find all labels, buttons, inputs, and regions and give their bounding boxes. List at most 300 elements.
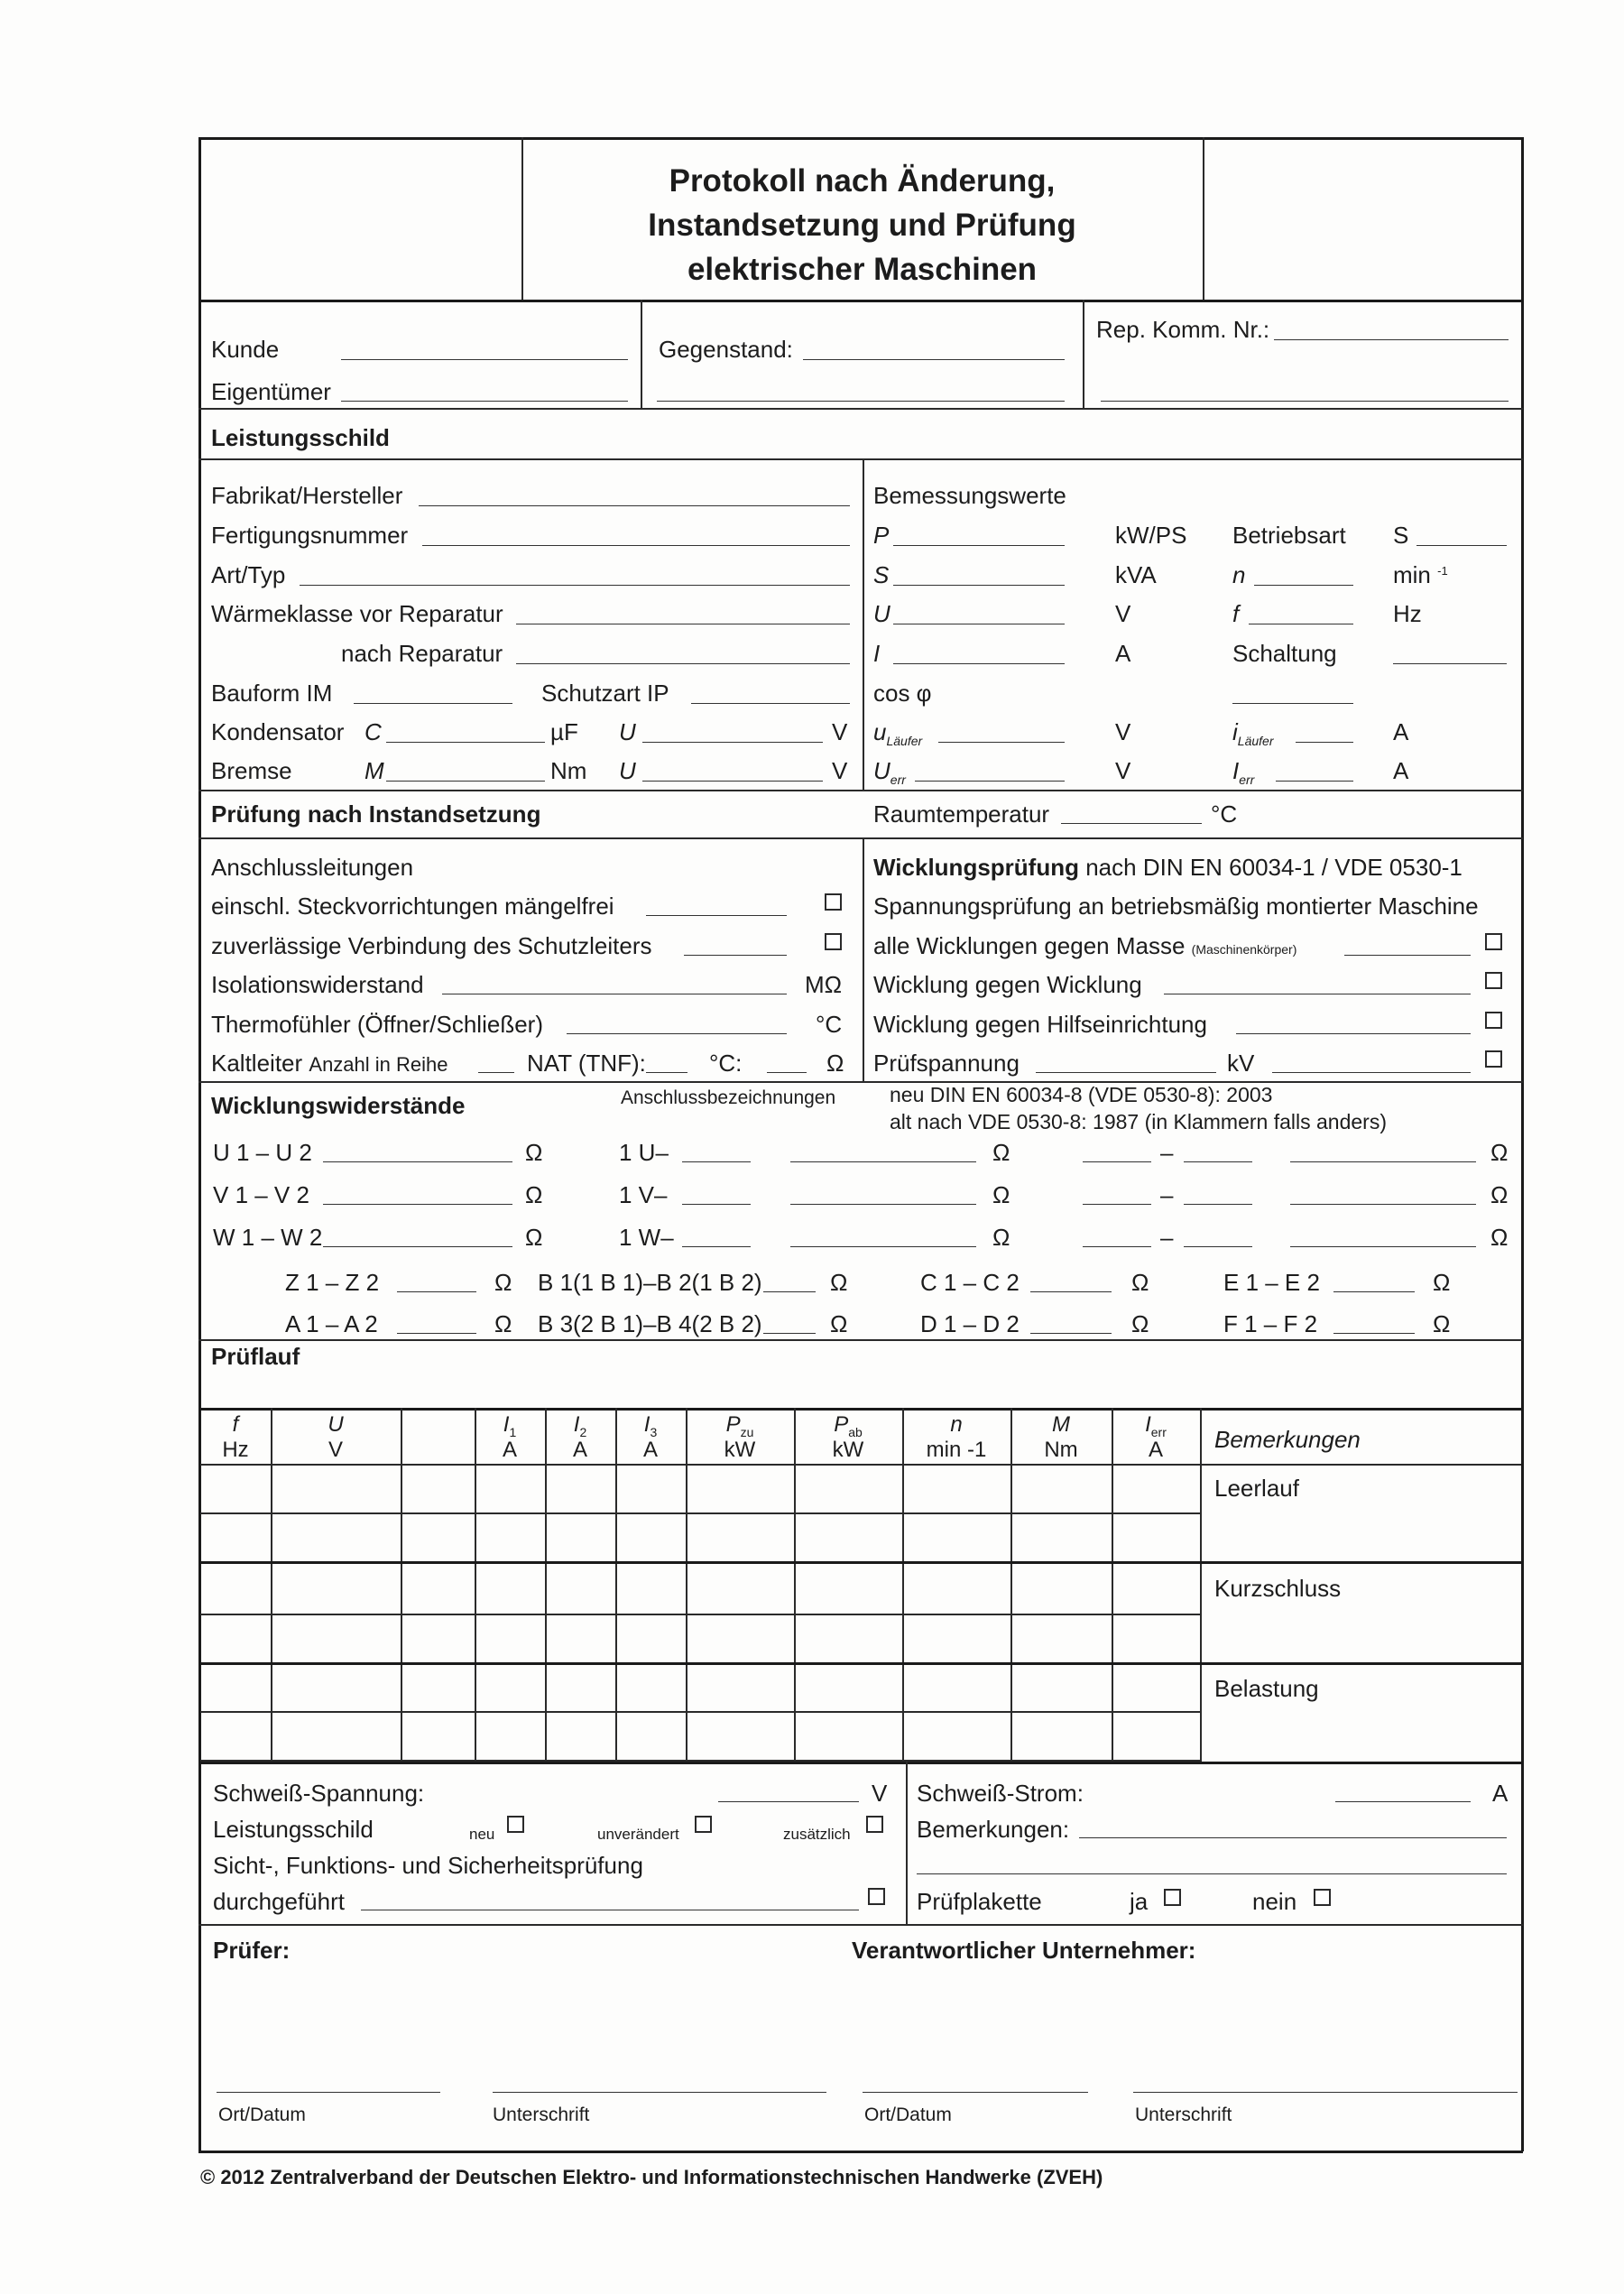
test-col-symbol: U (328, 1412, 344, 1437)
test-cell[interactable] (272, 1514, 399, 1559)
res-row-2-field[interactable] (323, 1204, 512, 1205)
test-cell[interactable] (547, 1664, 614, 1709)
unternehmer-ort-field[interactable] (863, 2092, 1088, 2093)
raumtemp-unit: °C (1211, 800, 1238, 828)
test-cell[interactable] (402, 1466, 473, 1511)
i-laeufer-label: $i_{Läufer}$ (1232, 718, 1274, 748)
gegenstand-field[interactable] (803, 359, 1065, 360)
test-cell[interactable] (1012, 1615, 1110, 1660)
test-cell[interactable] (272, 1713, 399, 1758)
anschluss-label: Anschlussbezeichnungen (621, 1087, 836, 1108)
unternehmer-unterschrift-label: Unterschrift (1135, 2104, 1232, 2125)
res-row-2-ohm-3: Ω (1490, 1181, 1509, 1208)
test-cell[interactable] (202, 1563, 269, 1612)
resistance-heading: Wicklungswiderstände (211, 1092, 466, 1119)
unternehmer-signature-field[interactable] (1133, 2092, 1518, 2093)
res-extra-1-a-ohm: Ω (494, 1269, 512, 1296)
test-cell[interactable] (904, 1563, 1009, 1612)
eigentuemer-field[interactable] (341, 401, 628, 402)
res-row-1-terminal: 1 U– (619, 1139, 669, 1166)
res-row-1-ohm-2: Ω (992, 1139, 1010, 1166)
schutzart-field[interactable] (691, 703, 850, 704)
res-row-1-alt-field[interactable] (1083, 1161, 1151, 1162)
n-symbol: n (1232, 561, 1246, 588)
unveraendert-checkbox[interactable] (695, 1816, 712, 1833)
test-cell[interactable] (1113, 1514, 1198, 1559)
i-err-field[interactable] (1276, 781, 1353, 782)
masse-field[interactable] (1344, 955, 1471, 956)
test-col-unit: A (572, 1438, 587, 1462)
zusaetzlich-label: zusätzlich (783, 1826, 851, 1843)
schaltung-field[interactable] (1393, 663, 1507, 664)
kunde-field[interactable] (341, 359, 628, 360)
kv-unit: kV (1227, 1050, 1255, 1077)
norm-new: neu DIN EN 60034-8 (VDE 0530-8): 2003 (890, 1083, 1273, 1106)
schutzart-label: Schutzart IP (541, 680, 669, 707)
kondensator-label: Kondensator (211, 718, 345, 745)
unveraendert-label: unverändert (597, 1826, 679, 1843)
betriebsart-field[interactable] (1416, 545, 1507, 546)
test-cell[interactable] (1012, 1713, 1110, 1758)
page-title: Protokoll nach Änderung, Instandsetzung und Prüfung elektrischer Maschinen (648, 163, 1076, 287)
sicht-label: Sicht-, Funktions- und Sicherheitsprüfung (213, 1852, 643, 1879)
test-cell[interactable] (687, 1514, 792, 1559)
test-col-symbol: I (573, 1412, 580, 1437)
u-symbol: U (873, 600, 890, 627)
bemerkungen-label: Bemerkungen: (917, 1816, 1070, 1843)
res-extra-2-d-ohm: Ω (1433, 1310, 1451, 1337)
norm-old: alt nach VDE 0530-8: 1987 (in Klammern falls anders) (890, 1110, 1388, 1133)
test-cell[interactable] (796, 1713, 900, 1758)
res-extra-2-b: B 3(2 B 1)–B 4(2 B 2) (538, 1310, 762, 1337)
i-err-unit: A (1393, 757, 1409, 784)
res-row-2-terminal-field[interactable] (682, 1204, 751, 1205)
test-cell[interactable] (904, 1713, 1009, 1758)
leerlauf-label: Leerlauf (1214, 1475, 1299, 1502)
test-cell[interactable] (904, 1664, 1009, 1709)
test-cell[interactable] (687, 1615, 792, 1660)
test-cell[interactable] (904, 1615, 1009, 1660)
test-col-unit: Hz (222, 1438, 249, 1462)
u-laeufer-unit: V (1115, 718, 1131, 745)
pruefer-unterschrift-label: Unterschrift (493, 2104, 590, 2125)
durchgefuehrt-label: durchgeführt (213, 1888, 345, 1915)
kondensator-v-unit: V (832, 718, 848, 745)
betriebsart-label: Betriebsart (1232, 522, 1346, 549)
i-field[interactable] (893, 663, 1065, 664)
test-cell[interactable] (476, 1713, 543, 1758)
raumtemp-field[interactable] (1061, 823, 1202, 824)
pruefspannung-checkbox[interactable] (1485, 1050, 1502, 1068)
kaltleiter-ohm-unit: Ω (826, 1050, 844, 1077)
res-extra-1-b-field[interactable] (763, 1291, 816, 1292)
res-row-1-value-field[interactable] (790, 1161, 976, 1162)
res-extra-2-d-field[interactable] (1333, 1333, 1415, 1334)
res-row-3-terminal-field[interactable] (682, 1246, 751, 1247)
nameplate-heading: Leistungsschild (211, 424, 390, 451)
res-row-3-label: W 1 – W 2 (213, 1224, 323, 1251)
res-row-1-dash: – (1160, 1139, 1174, 1166)
test-col-header (615, 1413, 686, 1462)
test-col-symbol: I (503, 1412, 510, 1437)
test-col-subscript: 2 (579, 1425, 587, 1439)
test-cell[interactable] (1012, 1514, 1110, 1559)
gegenstand-field-2[interactable] (657, 401, 1065, 402)
nm-unit: Nm (550, 757, 587, 784)
res-extra-1-b-ohm: Ω (830, 1269, 848, 1296)
test-col-header (1112, 1413, 1200, 1462)
test-cell[interactable] (617, 1466, 684, 1511)
res-row-3-ohm-2: Ω (992, 1224, 1010, 1251)
kaltleiter-c-label: °C: (709, 1050, 743, 1077)
test-col-unit: V (328, 1438, 343, 1462)
res-row-2-dash: – (1160, 1181, 1174, 1208)
p-symbol: P (873, 522, 890, 549)
res-row-2-value-field[interactable] (790, 1204, 976, 1205)
bremse-m-field[interactable] (386, 781, 545, 782)
masse-label: alle Wicklungen gegen Masse (Maschinenkörper) (873, 932, 1297, 959)
neu-label: neu (469, 1826, 495, 1843)
ja-label: ja (1130, 1888, 1149, 1915)
min-unit: min $^{-1}$ (1393, 561, 1448, 588)
res-extra-2-a-field[interactable] (397, 1333, 476, 1334)
res-extra-1-d-field[interactable] (1333, 1291, 1415, 1292)
test-cell[interactable] (202, 1615, 269, 1660)
test-col-unit: min -1 (926, 1438, 987, 1462)
kunde-label: Kunde (211, 336, 280, 363)
nat-label: NAT (TNF): (527, 1050, 646, 1077)
test-col-symbol: M (1052, 1412, 1070, 1437)
unternehmer-ort-label: Ort/Datum (864, 2104, 952, 2125)
test-cell[interactable] (402, 1514, 473, 1559)
test-cell[interactable] (547, 1615, 614, 1660)
test-cell[interactable] (402, 1664, 473, 1709)
wick-heading: Wicklungsprüfung nach DIN EN 60034-1 / VDE 0530-1 (873, 854, 1463, 881)
res-row-3-alt-field-2[interactable] (1184, 1246, 1252, 1247)
test-cell[interactable] (547, 1563, 614, 1612)
test-col-header (1010, 1413, 1112, 1462)
test-cell[interactable] (904, 1514, 1009, 1559)
anzahl-field[interactable] (478, 1072, 514, 1073)
test-col-unit: A (502, 1438, 517, 1462)
res-row-2-alt-field[interactable] (1083, 1204, 1151, 1205)
res-extra-1-a-field[interactable] (397, 1291, 476, 1292)
test-cell[interactable] (547, 1466, 614, 1511)
neu-checkbox[interactable] (507, 1816, 524, 1833)
test-col-unit: A (1148, 1438, 1163, 1462)
test-cell[interactable] (202, 1466, 269, 1511)
test-cell[interactable] (1012, 1664, 1110, 1709)
res-extra-1-b: B 1(1 B 1)–B 2(1 B 2) (538, 1269, 762, 1296)
res-extra-1-d: E 1 – E 2 (1223, 1269, 1320, 1296)
test-cell[interactable] (796, 1514, 900, 1559)
res-extra-1-c-field[interactable] (1030, 1291, 1112, 1292)
pruefer-ort-field[interactable] (217, 2092, 440, 2093)
schweiss-strom-unit: A (1492, 1780, 1509, 1807)
res-row-1-field[interactable] (323, 1161, 512, 1162)
i-laeufer-field[interactable] (1296, 742, 1353, 743)
test-cell[interactable] (402, 1713, 473, 1758)
test-col-header (902, 1413, 1010, 1462)
kva-unit: kVA (1115, 561, 1157, 588)
res-extra-2-c-ohm: Ω (1131, 1310, 1149, 1337)
rep-nr-label: Rep. Komm. Nr.: (1096, 316, 1270, 343)
s-field[interactable] (893, 585, 1065, 586)
leistungsschild-label: Leistungsschild (213, 1816, 374, 1843)
belastung-label: Belastung (1214, 1675, 1319, 1702)
res-extra-1-c-ohm: Ω (1131, 1269, 1149, 1296)
bemerkungen-header: Bemerkungen (1214, 1426, 1361, 1453)
plakette-label: Prüfplakette (917, 1888, 1042, 1915)
isolation-label: Isolationswiderstand (211, 971, 424, 998)
zusaetzlich-checkbox[interactable] (866, 1816, 883, 1833)
fertigung-field[interactable] (422, 545, 850, 546)
wick-wick-label: Wicklung gegen Wicklung (873, 971, 1142, 998)
test-cell[interactable] (617, 1664, 684, 1709)
kaltleiter-label: Kaltleiter Anzahl in Reihe (211, 1050, 448, 1077)
test-cell[interactable] (476, 1514, 543, 1559)
res-extra-2-a-ohm: Ω (494, 1310, 512, 1337)
test-cell[interactable] (202, 1664, 269, 1709)
test-cell[interactable] (687, 1664, 792, 1709)
a-unit: A (1115, 640, 1131, 667)
test-col-header (475, 1413, 545, 1462)
test-cell[interactable] (402, 1563, 473, 1612)
res-row-3-alt-field[interactable] (1083, 1246, 1151, 1247)
test-col-symbol: f (232, 1412, 239, 1437)
rep-nr-field[interactable] (1274, 339, 1509, 340)
test-cell[interactable] (617, 1713, 684, 1758)
s-mode-label: S (1393, 522, 1409, 549)
waerme-vor-label: Wärmeklasse vor Reparatur (211, 600, 503, 627)
test-cell[interactable] (547, 1514, 614, 1559)
test-cell[interactable] (547, 1713, 614, 1758)
copyright: © 2012 Zentralverband der Deutschen Elektro- und Informationstechnischen Handwerke (ZVEH) (200, 2166, 1103, 2188)
raumtemp-label: Raumtemperatur (873, 800, 1050, 828)
test-cell[interactable] (796, 1563, 900, 1612)
fabrikat-label: Fabrikat/Hersteller (211, 482, 403, 509)
test-col-subscript: err (1150, 1425, 1167, 1439)
schweiss-strom-label: Schweiß-Strom: (917, 1780, 1084, 1807)
res-row-1-ohm-3: Ω (1490, 1139, 1509, 1166)
stecker-checkbox[interactable] (825, 893, 842, 911)
thermo-label: Thermofühler (Öffner/Schließer) (211, 1011, 543, 1038)
p-field[interactable] (893, 545, 1065, 546)
test-cell[interactable] (476, 1615, 543, 1660)
kaltleiter-c-field[interactable] (767, 1072, 807, 1073)
waerme-nach-field[interactable] (516, 663, 850, 664)
test-cell[interactable] (617, 1514, 684, 1559)
res-extra-1-a: Z 1 – Z 2 (285, 1269, 380, 1296)
test-cell[interactable] (272, 1615, 399, 1660)
schweiss-spannung-field[interactable] (718, 1801, 859, 1802)
bauform-field[interactable] (354, 703, 512, 704)
masse-checkbox[interactable] (1485, 933, 1502, 950)
test-cell[interactable] (796, 1615, 900, 1660)
waerme-nach-label: nach Reparatur (341, 640, 503, 667)
res-row-3-value-field[interactable] (790, 1246, 976, 1247)
test-cell[interactable] (1113, 1563, 1198, 1612)
kondensator-u-symbol: U (619, 718, 636, 745)
res-row-3-alt-value-field[interactable] (1290, 1246, 1476, 1247)
test-cell[interactable] (796, 1664, 900, 1709)
hz-unit: Hz (1393, 600, 1422, 627)
schutzleiter-field[interactable] (684, 955, 787, 956)
test-col-subscript: 3 (650, 1425, 658, 1439)
u-laeufer-label: $u_{Läufer}$ (873, 718, 923, 748)
test-cell[interactable] (202, 1713, 269, 1758)
nein-label: nein (1252, 1888, 1297, 1915)
test-cell[interactable] (272, 1664, 399, 1709)
test-col-unit: kW (832, 1438, 864, 1462)
leitungen-label: Anschlussleitungen (211, 854, 414, 881)
test-cell[interactable] (1012, 1563, 1110, 1612)
test-run-heading: Prüflauf (211, 1343, 300, 1370)
u-err-field[interactable] (915, 781, 1065, 782)
hilfs-field[interactable] (1236, 1033, 1471, 1034)
test-col-header (794, 1413, 902, 1462)
mohm-unit: MΩ (805, 971, 843, 998)
schaltung-field-2[interactable] (1232, 703, 1353, 704)
test-cell[interactable] (402, 1615, 473, 1660)
wick-wick-checkbox[interactable] (1485, 972, 1502, 989)
hilfs-label: Wicklung gegen Hilfseinrichtung (873, 1011, 1207, 1038)
test-cell[interactable] (796, 1466, 900, 1511)
cos-phi-label: cos φ (873, 680, 932, 707)
test-cell[interactable] (1113, 1466, 1198, 1511)
test-cell[interactable] (617, 1615, 684, 1660)
test-col-header (545, 1413, 615, 1462)
thermo-field[interactable] (567, 1033, 787, 1034)
test-cell[interactable] (476, 1664, 543, 1709)
pruefer-signature-field[interactable] (493, 2092, 826, 2093)
uf-unit: µF (550, 718, 578, 745)
res-extra-2-d: F 1 – F 2 (1223, 1310, 1318, 1337)
res-row-3-field[interactable] (323, 1246, 512, 1247)
pruefspannung-label: Prüfspannung (873, 1050, 1020, 1077)
kondensator-c-field[interactable] (386, 742, 545, 743)
i-laeufer-unit: A (1393, 718, 1409, 745)
res-extra-2-b-field[interactable] (763, 1333, 816, 1334)
test-cell[interactable] (1113, 1615, 1198, 1660)
test-cell[interactable] (1012, 1466, 1110, 1511)
test-cell[interactable] (687, 1713, 792, 1758)
bremse-u-field[interactable] (642, 781, 823, 782)
test-col-unit: kW (724, 1438, 756, 1462)
pruefspannung-field[interactable] (1036, 1072, 1216, 1073)
res-extra-2-c: D 1 – D 2 (920, 1310, 1020, 1337)
fertigung-label: Fertigungsnummer (211, 522, 409, 549)
test-col-symbol: P (834, 1412, 849, 1437)
res-row-2-label: V 1 – V 2 (213, 1181, 309, 1208)
res-row-2-terminal: 1 V– (619, 1181, 668, 1208)
test-col-symbol: I (1145, 1412, 1151, 1437)
i-symbol: I (873, 640, 881, 667)
eigentuemer-label: Eigentümer (211, 378, 331, 405)
res-row-3-ohm: Ω (525, 1224, 543, 1251)
schutzleiter-checkbox[interactable] (825, 933, 842, 950)
test-cell[interactable] (1113, 1713, 1198, 1758)
res-extra-1-c: C 1 – C 2 (920, 1269, 1020, 1296)
rep-nr-field-2[interactable] (1101, 401, 1509, 402)
res-row-2-ohm: Ω (525, 1181, 543, 1208)
typ-field[interactable] (300, 585, 850, 586)
res-extra-2-b-ohm: Ω (830, 1310, 848, 1337)
durchgefuehrt-checkbox[interactable] (868, 1888, 885, 1905)
test-col-symbol: P (725, 1412, 741, 1437)
s-symbol: S (873, 561, 890, 588)
test-cell[interactable] (272, 1563, 399, 1612)
stecker-label: einschl. Steckvorrichtungen mängelfrei (211, 893, 614, 920)
test-col-subscript: ab (848, 1425, 863, 1439)
nein-checkbox[interactable] (1314, 1889, 1331, 1906)
schweiss-strom-field[interactable] (1335, 1801, 1471, 1802)
u-laeufer-field[interactable] (938, 742, 1065, 743)
pruefer-ort-label: Ort/Datum (218, 2104, 306, 2125)
res-row-2-alt-value-field[interactable] (1290, 1204, 1476, 1205)
kwps-unit: kW/PS (1115, 522, 1187, 549)
i-err-label: $I_{err}$ (1232, 757, 1255, 787)
res-row-1-alt-field-2[interactable] (1184, 1161, 1252, 1162)
test-col-header (271, 1413, 401, 1462)
thermo-unit: °C (816, 1011, 843, 1038)
n-field[interactable] (1254, 585, 1353, 586)
c-symbol: C (364, 718, 382, 745)
test-cell[interactable] (687, 1466, 792, 1511)
stecker-field[interactable] (646, 915, 787, 916)
typ-label: Art/Typ (211, 561, 286, 588)
test-col-unit: Nm (1044, 1438, 1078, 1462)
res-row-1-label: U 1 – U 2 (213, 1139, 312, 1166)
res-extra-2-c-field[interactable] (1030, 1333, 1112, 1334)
res-row-3-dash: – (1160, 1224, 1174, 1251)
unternehmer-label: Verantwortlicher Unternehmer: (852, 1937, 1196, 1964)
v-unit: V (1115, 600, 1131, 627)
bemerkungen-field[interactable] (1079, 1837, 1507, 1838)
repair-test-heading: Prüfung nach Instandsetzung (211, 800, 541, 828)
kondensator-u-field[interactable] (642, 742, 823, 743)
res-row-2-alt-field-2[interactable] (1184, 1204, 1252, 1205)
test-cell[interactable] (476, 1466, 543, 1511)
spannung-label: Spannungsprüfung an betriebsmäßig montierter Maschine (873, 893, 1479, 920)
res-extra-2-a: A 1 – A 2 (285, 1310, 378, 1337)
bemerkungen-field-2[interactable] (917, 1873, 1507, 1874)
bremse-u-symbol: U (619, 757, 636, 784)
bauform-label: Bauform IM (211, 680, 333, 707)
res-extra-1-d-ohm: Ω (1433, 1269, 1451, 1296)
pruefspannung-field-2[interactable] (1272, 1072, 1471, 1073)
test-cell[interactable] (476, 1563, 543, 1612)
ja-checkbox[interactable] (1164, 1889, 1181, 1906)
test-cell[interactable] (272, 1466, 399, 1511)
test-cell[interactable] (904, 1466, 1009, 1511)
m-symbol: M (364, 757, 384, 784)
fabrikat-field[interactable] (419, 505, 850, 506)
test-cell[interactable] (1113, 1664, 1198, 1709)
u-err-label: $U_{err}$ (873, 757, 906, 787)
res-row-1-terminal-field[interactable] (682, 1161, 751, 1162)
schweiss-spannung-unit: V (872, 1780, 888, 1807)
res-row-1-alt-value-field[interactable] (1290, 1161, 1476, 1162)
bremse-label: Bremse (211, 757, 292, 784)
kurzschluss-label: Kurzschluss (1214, 1575, 1342, 1602)
hilfs-checkbox[interactable] (1485, 1012, 1502, 1029)
test-cell[interactable] (687, 1563, 792, 1612)
pruefer-label: Prüfer: (213, 1937, 291, 1964)
test-cell[interactable] (202, 1514, 269, 1559)
test-cell[interactable] (617, 1563, 684, 1612)
nat-field[interactable] (646, 1072, 687, 1073)
